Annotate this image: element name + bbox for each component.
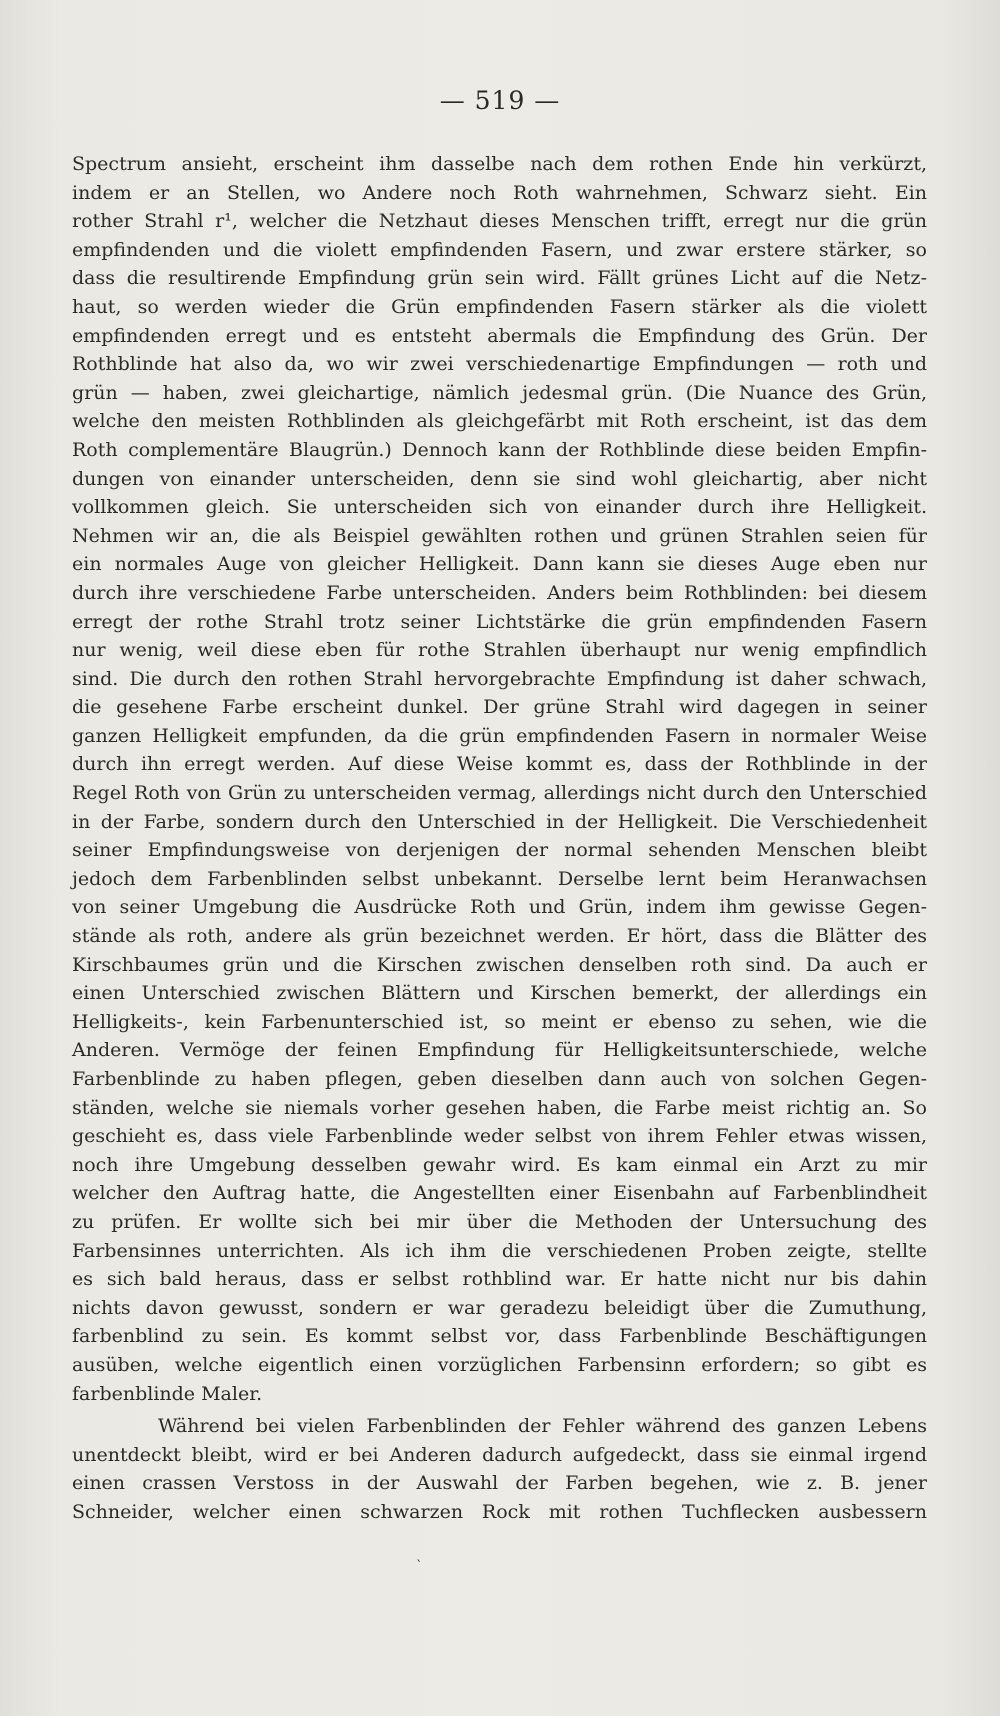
text-line: Farbensinnes unterrichten. Als ich ihm die verschiedenen Proben zeigte, stellte	[72, 1239, 927, 1262]
text-line: empfindenden erregt und es entsteht abermals die Empfindung des Grün. Der	[72, 324, 927, 347]
paragraph-2	[72, 1412, 927, 1526]
text-line: welche den meisten Rothblinden als gleichgefärbt mit Roth erscheint, ist das dem	[72, 410, 927, 433]
text-line: jedoch dem Farbenblinden selbst unbekannt. Derselbe lernt beim Heranwachsen	[72, 867, 927, 890]
text-line: einen crassen Verstoss in der Auswahl der Farben begehen, wie z. B. jener	[72, 1472, 927, 1495]
text-line: haut, so werden wieder die Grün empfindenden Fasern stärker als die violett	[72, 295, 927, 318]
text-line: farbenblind zu sein. Es kommt selbst vor, dass Farbenblinde Beschäftigungen	[72, 1325, 927, 1348]
text-line: zu prüfen. Er wollte sich bei mir über die Methoden der Untersuchung des	[72, 1210, 927, 1233]
text-line: geschieht es, dass viele Farbenblinde weder selbst von ihrem Fehler etwas wissen,	[72, 1125, 927, 1148]
text-line: Nehmen wir an, die als Beispiel gewählten rothen und grünen Strahlen seien für	[72, 524, 927, 547]
text-line: Helligkeits-, kein Farbenunterschied ist, so meint er ebenso zu sehen, wie die	[72, 1010, 927, 1033]
text-line: Rothblinde hat also da, wo wir zwei verschiedenartige Empfindungen — roth und	[72, 353, 927, 376]
text-line: von seiner Umgebung die Ausdrücke Roth und Grün, indem ihm gewisse Gegen-	[72, 896, 927, 919]
text-line: rother Strahl r¹, welcher die Netzhaut dieses Menschen trifft, erregt nur die grün	[72, 210, 927, 233]
text-line: Farbenblinde zu haben pflegen, geben dieselben dann auch von solchen Gegen-	[72, 1068, 927, 1090]
text-line: Kirschbaumes grün und die Kirschen zwischen denselben roth sind. Da auch er	[72, 953, 927, 976]
text-line: nur wenig, weil diese eben für rothe Strahlen überhaupt nur wenig empfindlich	[72, 639, 927, 662]
text-line: welcher den Auftrag hatte, die Angestellten einer Eisenbahn auf Farbenblindheit	[72, 1182, 927, 1205]
text-line: Regel Roth von Grün zu unterscheiden vermag, allerdings nicht durch den Unterschied	[72, 782, 927, 805]
text-line: dass die resultirende Empfindung grün sein wird. Fällt grünes Licht auf die Netz-	[72, 267, 927, 290]
text-line: unentdeckt bleibt, wird er bei Anderen dadurch aufgedeckt, dass sie einmal irgend	[72, 1443, 927, 1466]
paragraph-1	[72, 150, 927, 1408]
text-line: indem er an Stellen, wo Andere noch Roth wahrnehmen, Schwarz sieht. Ein	[72, 181, 927, 204]
text-line: sind. Die durch den rothen Strahl hervorgebrachte Empfindung ist daher schwach,	[72, 667, 927, 690]
text-line: grün — haben, zwei gleichartige, nämlich jedesmal grün. (Die Nuance des Grün,	[72, 381, 927, 404]
text-line: vollkommen gleich. Sie unterscheiden sich von einander durch ihre Helligkeit.	[72, 496, 927, 519]
text-line: dungen von einander unterscheiden, denn sie sind wohl gleichartig, aber nicht	[72, 467, 927, 490]
text-line: durch ihre verschiedene Farbe unterscheiden. Anders beim Rothblinden: bei diesem	[72, 581, 927, 604]
text-line: ausüben, welche eigentlich einen vorzüglichen Farbensinn erfordern; so gibt es	[72, 1353, 927, 1376]
text-line: durch ihn erregt werden. Auf diese Weise kommt es, dass der Rothblinde in der	[72, 753, 927, 776]
text-line: einen Unterschied zwischen Blättern und Kirschen bemerkt, der allerdings ein	[72, 982, 927, 1005]
text-line: Anderen. Vermöge der feinen Empfindung für Helligkeitsunterschiede, welche	[72, 1039, 927, 1062]
text-line: ganzen Helligkeit empfunden, da die grün empfindenden Fasern in normaler Weise	[72, 724, 927, 747]
text-line: die gesehene Farbe erscheint dunkel. Der grüne Strahl wird dagegen in seiner	[72, 696, 927, 719]
text-line: Schneider, welcher einen schwarzen Rock mit rothen Tuchflecken ausbessern	[72, 1500, 927, 1523]
text-line: ständen, welche sie niemals vorher gesehen haben, die Farbe meist richtig an. So	[72, 1096, 927, 1119]
text-line: Roth complementäre Blaugrün.) Dennoch kann der Rothblinde diese beiden Empfin-	[72, 438, 927, 461]
text-line: noch ihre Umgebung desselben gewahr wird. Es kam einmal ein Arzt zu mir	[72, 1153, 927, 1176]
text-line: erregt der rothe Strahl trotz seiner Lichtstärke die grün empfindenden Fasern	[72, 610, 927, 633]
text-line: stände als roth, andere als grün bezeichnet werden. Er hört, dass die Blätter des	[72, 925, 927, 948]
text-line: seiner Empfindungsweise von derjenigen der normal sehenden Menschen bleibt	[72, 839, 927, 862]
text-line: empfindenden und die violett empfindenden Fasern, und zwar erstere stärker, so	[72, 238, 927, 261]
text-line: Während bei vielen Farbenblinden der Fehler während des ganzen Lebens	[158, 1415, 927, 1437]
text-line: Spectrum ansieht, erscheint ihm dasselbe nach dem rothen Ende hin verkürzt,	[72, 153, 927, 175]
text-line: in der Farbe, sondern durch den Unterschied in der Helligkeit. Die Verschiedenheit	[72, 810, 927, 833]
text-line: es sich bald heraus, dass er selbst rothblind war. Er hatte nicht nur bis dahin	[72, 1268, 927, 1291]
printer-mark: ‵	[417, 1558, 421, 1574]
text-line: nichts davon gewusst, sondern er war geradezu beleidigt über die Zumuthung,	[72, 1296, 927, 1319]
page-number: — 519 —	[439, 86, 561, 115]
text-line: farbenblinde Maler.	[72, 1382, 263, 1405]
text-line: ein normales Auge von gleicher Helligkeit. Dann kann sie dieses Auge eben nur	[72, 553, 927, 576]
